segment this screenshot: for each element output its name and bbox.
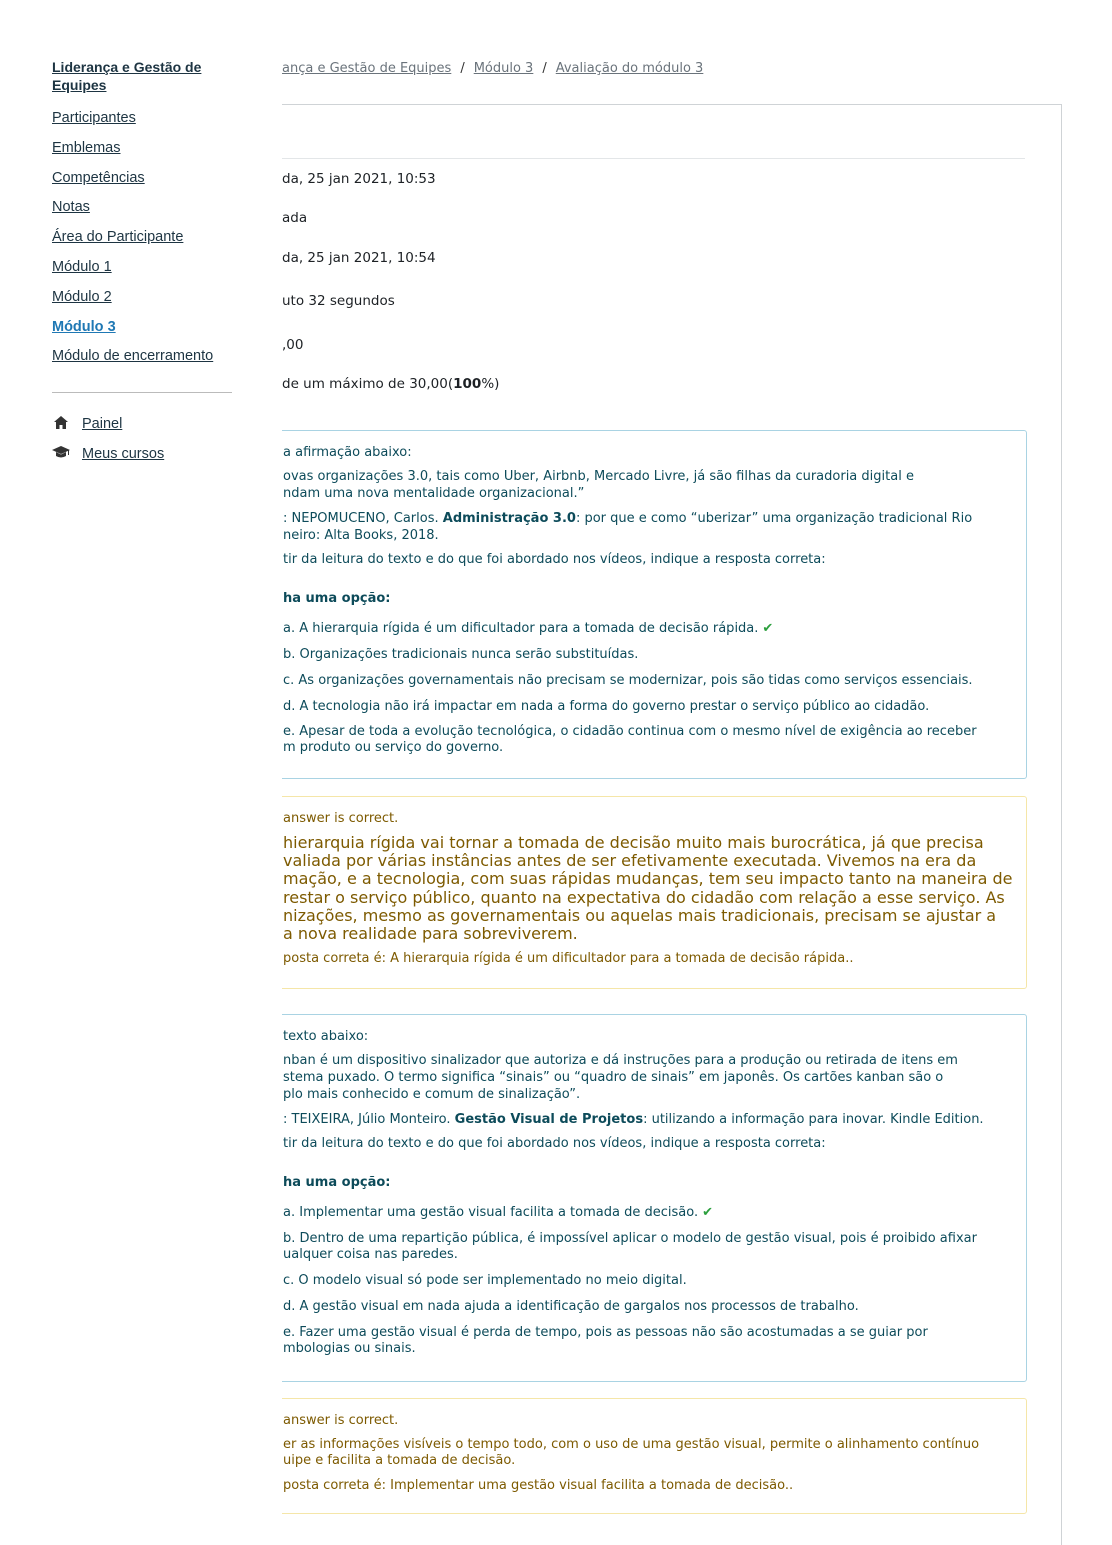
summary-started: da, 25 jan 2021, 10:53 [282,171,436,187]
fb1-explanation: hierarquia rígida vai tornar a tomada de decisão muito mais burocrática, já que precisa valiada por várias instâncias antes de ser efetivamente executada. Vivemos na era da mação, e a tecnologia, com suas rápidas mudanças, tem seu impacto tanto na maneira de restar o serviço público, quanto na expectativa do cidadão com relação a esse serviço. As nizações, mesmo as governamentais ou aquelas mais tradicionais, precisam se ajustar a a nova realidade para sobreviverem. [283,833,1013,944]
q1-choose-label: ha uma opção: [283,591,391,606]
q1-intro: a afirmação abaixo: [283,445,412,460]
breadcrumb: ança e Gestão de Equipes / Módulo 3 / Avaliação do módulo 3 [282,61,704,76]
check-icon: ✔ [702,1205,713,1220]
breadcrumb-module[interactable]: Módulo 3 [473,61,534,76]
meus-cursos-link[interactable]: Meus cursos [82,446,165,463]
q2-option-c[interactable]: c. O modelo visual só pode ser implementado no meio digital. [283,1273,687,1288]
q2-quote-line2: stema puxado. O termo significa “sinais” ou “quadro de sinais” em japonês. Os cartões kanban são o [283,1070,944,1085]
main-content [282,104,1062,1545]
q1-option-e[interactable]: e. Apesar de toda a evolução tecnológica, o cidadão continua com o mesmo nível de exigência ao receber m produto ou serviço do governo. [283,724,977,755]
home-icon [52,416,70,432]
course-nav [52,58,232,469]
nav-meus-cursos[interactable] [52,439,232,469]
painel-link[interactable]: Painel [82,416,123,433]
q1-option-c[interactable]: c. As organizações governamentais não precisam se modernizar, pois são tidas como serviços essenciais. [283,673,973,688]
q1-quote-line2: ndam uma nova mentalidade organizacional.” [283,486,585,501]
nav-item-notas[interactable]: Notas [52,199,90,216]
q2-option-b[interactable]: b. Dentro de uma repartição pública, é impossível aplicar o modelo de gestão visual, pois é proibido afixar ualquer coisa nas paredes. [283,1231,977,1262]
check-icon: ✔ [762,621,774,636]
summary-marks: ,00 [282,337,304,353]
question-2 [282,1014,1027,1382]
q1-source-line2: neiro: Alta Books, 2018. [283,528,439,543]
fb1-status: answer is correct. [283,811,399,826]
nav-item-participantes[interactable]: Participantes [52,110,136,126]
q2-option-a[interactable]: a. Implementar uma gestão visual facilita a tomada de decisão. ✔ [283,1205,713,1220]
nav-painel[interactable] [52,409,232,439]
q2-option-d[interactable]: d. A gestão visual em nada ajuda a identificação de gargalos nos processos de trabalho. [283,1299,859,1314]
summary-divider [282,158,1025,159]
q1-option-b[interactable]: b. Organizações tradicionais nunca serão substituídas. [283,647,639,662]
q2-quote-line1: nban é um dispositivo sinalizador que autoriza e dá instruções para a produção ou retirada de itens em [283,1053,958,1068]
nav-item-emblemas[interactable]: Emblemas [52,139,121,156]
q2-choose-label: ha uma opção: [283,1175,391,1190]
nav-item-competencias[interactable]: Competências [52,169,145,186]
summary-grade: de um máximo de 30,00(100%) [282,376,500,392]
q1-option-a[interactable]: a. A hierarquia rígida é um dificultador para a tomada de decisão rápida. ✔ [283,621,774,636]
summary-completed: da, 25 jan 2021, 10:54 [282,250,436,266]
q1-option-d[interactable]: d. A tecnologia não irá impactar em nada a forma do governo prestar o serviço público ao cidadão. [283,699,930,714]
q2-source: : TEIXEIRA, Júlio Monteiro. Gestão Visual de Projetos: utilizando a informação para inovar. Kindle Edition. [283,1112,984,1127]
breadcrumb-assessment[interactable]: Avaliação do módulo 3 [555,61,704,76]
fb2-right-answer: posta correta é: Implementar uma gestão visual facilita a tomada de decisão.. [283,1478,794,1493]
nav-item-modulo-encerramento[interactable]: Módulo de encerramento [52,348,214,365]
q2-instruction: tir da leitura do texto e do que foi abordado nos vídeos, indique a resposta correta: [283,1136,826,1151]
q2-option-e[interactable]: e. Fazer uma gestão visual é perda de tempo, pois as pessoas não são acostumadas a se guiar por mbologias ou sinais. [283,1325,928,1356]
nav-item-modulo-2[interactable]: Módulo 2 [52,288,112,305]
feedback-2 [282,1398,1027,1514]
fb2-line2: uipe e facilita a tomada de decisão. [283,1453,516,1468]
feedback-1 [282,796,1027,989]
summary-state: ada [282,210,308,226]
nav-item-area-participante[interactable]: Área do Participante [52,229,184,246]
q1-quote-line1: ovas organizações 3.0, tais como Uber, Airbnb, Mercado Livre, já são filhas da curadoria digital e [283,469,914,484]
summary-time-taken: uto 32 segundos [282,293,395,309]
nav-item-modulo-1[interactable]: Módulo 1 [52,258,112,275]
graduation-cap-icon [52,446,70,462]
fb2-line1: er as informações visíveis o tempo todo, com o uso de uma gestão visual, permite o alinhamento contínuo [283,1437,980,1452]
q1-source: : NEPOMUCENO, Carlos. Administração 3.0: por que e como “uberizar” uma organização tradicional Rio [283,511,973,526]
question-1 [282,430,1027,779]
course-title-link[interactable]: Liderança e Gestão de Equipes [52,59,202,93]
q2-quote-line3: plo mais conhecido e comum de sinalização”. [283,1087,581,1102]
breadcrumb-course[interactable]: ança e Gestão de Equipes [282,61,452,76]
fb1-right-answer: posta correta é: A hierarquia rígida é um dificultador para a tomada de decisão rápida.. [283,951,854,966]
nav-item-modulo-3[interactable]: Módulo 3 [52,318,116,335]
q2-intro: texto abaixo: [283,1029,369,1044]
q1-instruction: tir da leitura do texto e do que foi abordado nos vídeos, indique a resposta correta: [283,552,826,567]
nav-divider [52,392,232,393]
fb2-status: answer is correct. [283,1413,399,1428]
